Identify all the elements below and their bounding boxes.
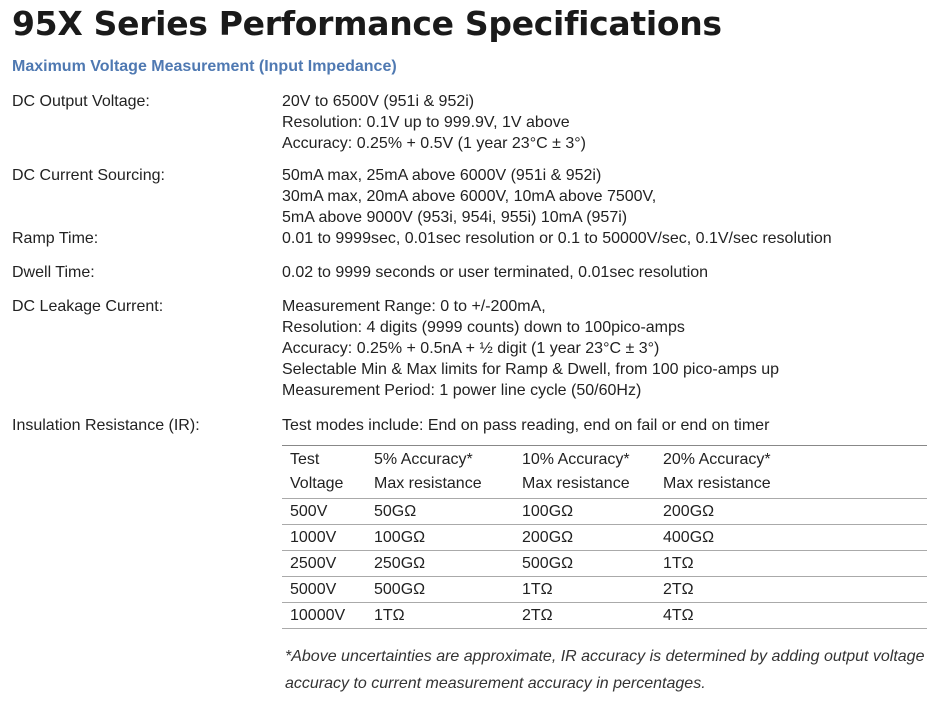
table-cell: 50GΩ — [374, 502, 417, 520]
table-row — [282, 525, 927, 551]
table-cell: 1TΩ — [374, 606, 405, 624]
table-cell: 400GΩ — [663, 528, 715, 546]
spec-line: 20V to 6500V (951i & 952i) — [282, 93, 475, 110]
table-row — [282, 603, 927, 629]
spec-label: DC Current Sourcing: — [12, 167, 165, 184]
section-subtitle: Maximum Voltage Measurement (Input Impedance) — [12, 58, 397, 75]
spec-line: Resolution: 0.1V up to 999.9V, 1V above — [282, 114, 570, 131]
table-row — [282, 499, 927, 525]
column-header: Max resistance — [522, 475, 630, 492]
spec-value — [282, 415, 922, 436]
spec-label: Dwell Time: — [12, 264, 95, 281]
spec-line: Accuracy: 0.25% + 0.5V (1 year 23°C ± 3°) — [282, 135, 586, 152]
spec-value — [282, 91, 922, 154]
column-header: Test — [290, 451, 320, 468]
table-row — [282, 577, 927, 603]
table-cell: 500V — [290, 502, 328, 520]
spec-label: DC Output Voltage: — [12, 93, 150, 110]
spec-line: Measurement Range: 0 to +/-200mA, — [282, 298, 546, 315]
spec-line: 0.02 to 9999 seconds or user terminated, 0.01sec resolution — [282, 264, 709, 281]
column-header: 20% Accuracy* — [663, 451, 771, 468]
spec-line: 0.01 to 9999sec, 0.01sec resolution or 0.1 to 50000V/sec, 0.1V/sec resolution — [282, 230, 832, 247]
spec-line: Accuracy: 0.25% + 0.5nA + ½ digit (1 year 23°C ± 3°) — [282, 340, 660, 357]
spec-label: DC Leakage Current: — [12, 298, 164, 315]
table-cell: 200GΩ — [663, 502, 715, 520]
table-cell: 2500V — [290, 554, 337, 572]
spec-value — [282, 262, 922, 283]
column-header: Max resistance — [663, 475, 771, 492]
table-cell: 2TΩ — [522, 606, 553, 624]
table-cell: 1TΩ — [522, 580, 553, 598]
table-cell: 10000V — [290, 606, 346, 624]
table-cell: 1TΩ — [663, 554, 694, 572]
spec-value — [282, 165, 922, 228]
spec-value — [282, 296, 922, 401]
spec-line: 5mA above 9000V (953i, 954i, 955i) 10mA (957i) — [282, 209, 628, 226]
table-cell: 2TΩ — [663, 580, 694, 598]
footnote: *Above uncertainties are approximate, IR accuracy is determined by adding output voltage accuracy to current measurement accuracy in percentages. — [285, 648, 925, 692]
column-header: Voltage — [290, 475, 344, 492]
page-title: 95X Series Performance Specifications — [12, 4, 722, 43]
table-cell: 5000V — [290, 580, 337, 598]
spec-label: Ramp Time: — [12, 230, 99, 247]
table-cell: 250GΩ — [374, 554, 426, 572]
spec-line: 30mA max, 20mA above 6000V, 10mA above 7500V, — [282, 188, 657, 205]
column-header: 10% Accuracy* — [522, 451, 630, 468]
spec-label: Insulation Resistance (IR): — [12, 417, 200, 434]
spec-line: Measurement Period: 1 power line cycle (50/60Hz) — [282, 382, 642, 399]
table-row — [282, 551, 927, 577]
table-cell: 500GΩ — [522, 554, 574, 572]
table-cell: 100GΩ — [374, 528, 426, 546]
spec-line: Resolution: 4 digits (9999 counts) down to 100pico-amps — [282, 319, 685, 336]
spec-value — [282, 228, 922, 249]
ir-accuracy-table — [282, 445, 927, 629]
table-header-row — [282, 446, 927, 473]
table-header-row — [282, 472, 927, 499]
table-cell: 4TΩ — [663, 606, 694, 624]
spec-line: Selectable Min & Max limits for Ramp & Dwell, from 100 pico-amps up — [282, 361, 780, 378]
table-cell: 1000V — [290, 528, 337, 546]
spec-line: 50mA max, 25mA above 6000V (951i & 952i) — [282, 167, 602, 184]
spec-line: Test modes include: End on pass reading, end on fail or end on timer — [282, 417, 770, 434]
column-header: Max resistance — [374, 475, 482, 492]
table-cell: 100GΩ — [522, 502, 574, 520]
table-cell: 500GΩ — [374, 580, 426, 598]
column-header: 5% Accuracy* — [374, 451, 473, 468]
table-cell: 200GΩ — [522, 528, 574, 546]
